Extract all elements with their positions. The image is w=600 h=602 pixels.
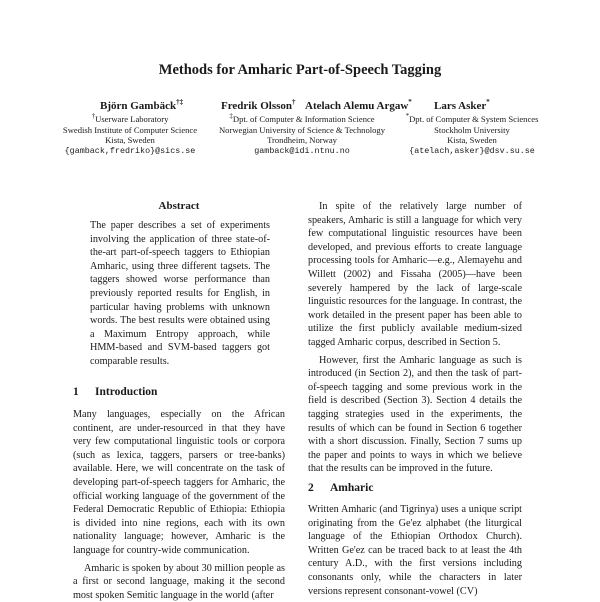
aff-line: Norwegian University of Science & Technology — [218, 124, 386, 135]
paragraph: Amharic is spoken by about 30 million people as a first or second language, making it the second most spoken Semitic language in the world (after — [73, 562, 285, 601]
affiliation-1 — [55, 114, 205, 157]
section-heading-introduction — [73, 386, 157, 398]
abstract-heading: Abstract — [158, 200, 200, 212]
aff-line: Trondheim, Norway — [267, 135, 337, 145]
aff-line: Dpt. of Computer & Information Science — [232, 114, 375, 124]
intro-body — [73, 408, 285, 602]
paper-title: Methods for Amharic Part-of-Speech Tagging — [158, 62, 442, 78]
paragraph: In spite of the relatively large number of speakers, Amharic is still a language for which very few computational linguistic resources have been developed, and previous efforts to create language processing tools for Amharic—e.g., Alemayehu and Willett (2002) and Fissaha (2005)—have been severely hampered by the lack of large-scale linguistic resources for the language. In contrast, the work detailed in the present paper has been able to utilize the first publicly available medium-sized tagged Amharic corpus, described in Section 5. — [308, 201, 522, 348]
author-name: Atelach Alemu Argaw — [305, 100, 409, 112]
aff-line: Kista, Sweden — [105, 135, 155, 145]
author-marks: * — [486, 98, 490, 106]
section-number: 2 — [308, 482, 314, 494]
aff-mark: † — [91, 112, 96, 120]
section-heading-amharic — [308, 482, 373, 494]
aff-line: Swedish Institute of Computer Science — [62, 124, 198, 135]
amharic-body — [308, 503, 522, 598]
author-3 — [305, 100, 412, 112]
author-email[interactable]: {gamback,fredriko}@sics.se — [64, 145, 196, 156]
paragraph: However, first the Amharic language as such is introduced (in Section 2), and then the task of part-of-speech tagging and some previous work in the field is described (Section 3). Section 4 details the tagging strategies used in the experiments, the results of which can be found in Section 6 together with a short discussion. Finally, Section 7 sums up the paper and points to ways in which we believe that the results can be improved in the future. — [308, 354, 522, 475]
paragraph: Many languages, especially on the African continent, are under-resourced in that they have very few computational linguistic tools or corpora (such as lexica, taggers, parsers or tree-banks) available. Here, we will concentrate on the task of developing part-of-speech taggers for Amharic, the official working language of the government of the Federal Democratic Republic of Ethiopia: Ethiopia is divided into nine regions, each with its own nationality language; however, Amharic is the language for country-wide communication. — [73, 409, 285, 556]
aff-line: Stockholm University — [434, 124, 510, 135]
section-number: 1 — [73, 386, 79, 398]
author-name: Lars Asker — [434, 100, 487, 112]
author-1 — [100, 100, 183, 112]
affiliation-3 — [394, 114, 550, 157]
author-marks: † — [292, 98, 296, 106]
section-title: Introduction — [95, 386, 158, 398]
author-email[interactable]: gamback@idi.ntnu.no — [254, 145, 350, 156]
affiliation-2 — [212, 114, 392, 157]
aff-line: Kista, Sweden — [447, 135, 497, 145]
author-4 — [434, 100, 490, 112]
aff-mark: * — [405, 112, 410, 120]
paragraph: Written Amharic (and Tigrinya) uses a unique script originating from the Ge'ez alphabet (the liturgical language of the Ethiopian Orthodox Church). Written Ge'ez can be traced back to at least the 4th century A.D., with the first versions including consonants only, while the characters in later versions represent consonant-vowel (CV) — [308, 504, 522, 597]
abstract-text: The paper describes a set of experiments involving the application of three state-of-the-art part-of-speech taggers to Ethiopian Amharic, using three different tagsets. The taggers showed worse performance than previously reported results for English, in particular having problems with unknown words. The best results were obtained using a Maximum Entropy approach, while HMM-based and SVM-based taggers got comparable results. — [90, 220, 270, 367]
author-name: Björn Gambäck — [100, 100, 177, 112]
author-2 — [221, 100, 296, 112]
aff-line: Userware Laboratory — [95, 114, 169, 124]
section-title: Amharic — [330, 482, 374, 494]
aff-mark: ‡ — [229, 112, 233, 120]
right-column-body — [308, 200, 522, 476]
author-marks: * — [408, 98, 412, 106]
aff-line: Dpt. of Computer & System Sciences — [409, 114, 539, 124]
author-email[interactable]: {atelach,asker}@dsv.su.se — [409, 145, 535, 156]
author-marks: †‡ — [176, 98, 184, 106]
author-name: Fredrik Olsson — [221, 100, 293, 112]
